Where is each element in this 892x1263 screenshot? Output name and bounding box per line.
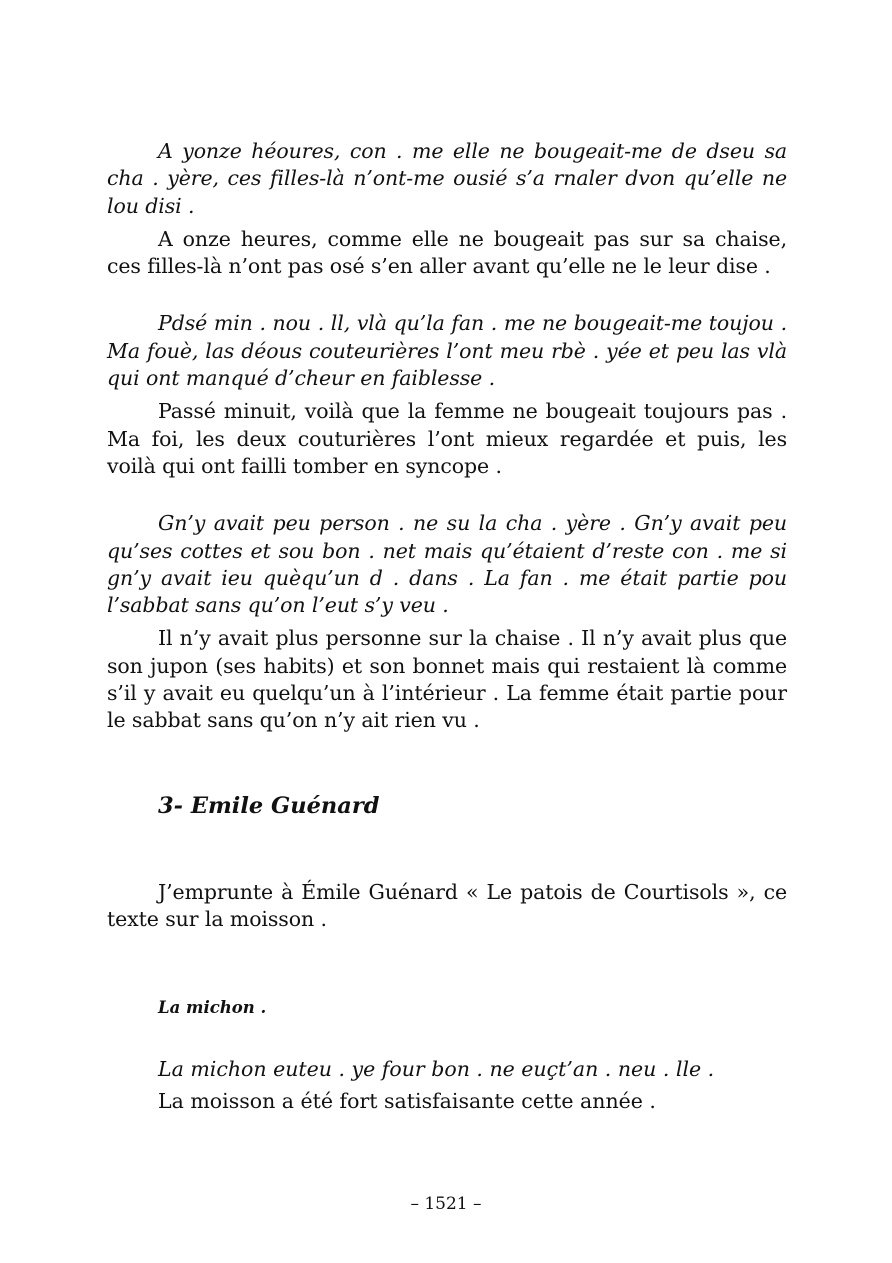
patois-paragraph-1: A yonze héoures, con . me elle ne bougeait-me de dseu sa cha . yère, ces filles-là n’ont-me ousié s’a rnaler dvon qu’elle ne lou disi . bbox=[107, 139, 787, 218]
french-paragraph-1: A onze heures, comme elle ne bougeait pas sur sa chaise, ces filles-là n’ont pas osé s’en aller avant qu’elle ne le leur dise . bbox=[107, 226, 787, 279]
page-number: – 1521 – bbox=[410, 1194, 482, 1214]
patois-paragraph-3: Gn’y avait peu person . ne su la cha . yère . Gn’y avait peu qu’ses cottes et sou bon . net mais qu’étaient d’reste con . me si gn’y avait ieu quèqu’un d . dans . La fan . me était partie pou l’sabbat sans qu’on l’eut s’y veu . bbox=[107, 511, 787, 618]
french-paragraph-3: Il n’y avait plus personne sur la chaise . Il n’y avait plus que son jupon (ses habits) et son bonnet mais qui restaient là comme s’il y avait eu quelqu’un à l’intérieur . La femme était partie pour le sabbat sans qu’on n’y ait rien vu . bbox=[107, 626, 787, 733]
page-body bbox=[107, 138, 787, 1117]
patois-paragraph-2: Pdsé min . nou . ll, vlà qu’la fan . me ne bougeait-me toujou . Ma fouè, las déous couteurières l’ont meu rbè . yée et peu las vlà qui ont manqué d’cheur en faiblesse . bbox=[107, 311, 787, 391]
section-intro-paragraph: J’emprunte à Émile Guénard « Le patois de Courtisols », ce texte sur la moisson . bbox=[107, 879, 787, 931]
section-heading: 3- Emile Guénard bbox=[158, 792, 380, 819]
patois-line: La michon euteu . ye four bon . ne euçt’an . neu . lle . bbox=[158, 1057, 715, 1082]
french-line: La moisson a été fort satisfaisante cette année . bbox=[158, 1089, 656, 1114]
poem-title: La michon . bbox=[158, 998, 267, 1018]
french-paragraph-2: Passé minuit, voilà que la femme ne bougeait toujours pas . Ma foi, les deux couturières l’ont mieux regardée et puis, les voilà qui ont failli tomber en syncope . bbox=[107, 399, 787, 478]
